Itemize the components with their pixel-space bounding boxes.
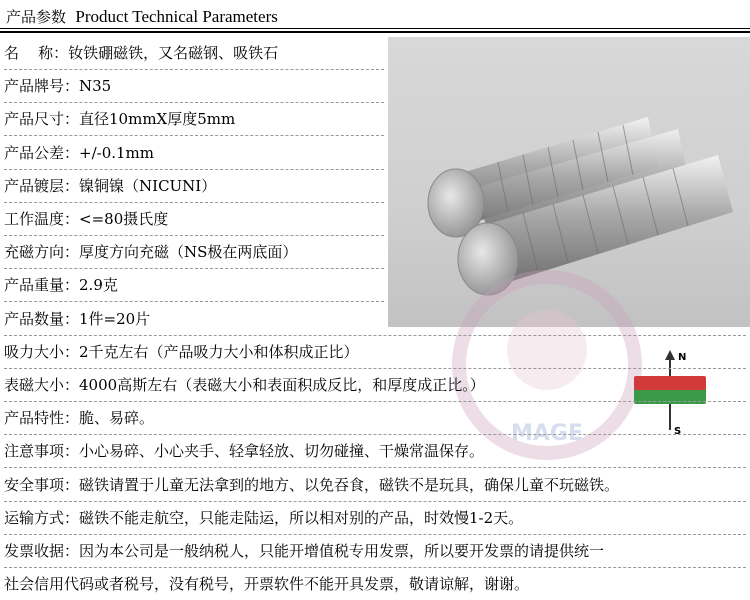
spec-row (4, 502, 746, 534)
spec-label: 运输方式： (4, 508, 80, 527)
spec-label: 产品尺寸： (4, 110, 80, 129)
spec-row (4, 170, 384, 202)
spec-label: 产品镀层： (4, 176, 80, 195)
spec-label: 名 称： (4, 44, 69, 62)
spec-value: 镍铜镍（NICUNI） (79, 176, 217, 195)
title-rule-thin (0, 28, 750, 29)
spec-row (4, 535, 746, 567)
spec-value: N35 (79, 77, 112, 96)
spec-value: +/-0.1mm (79, 143, 155, 162)
spec-row (4, 203, 384, 235)
spec-row (4, 70, 384, 102)
spec-value: 钕铁硼磁铁，又名磁钢、吸铁石 (68, 44, 279, 62)
spec-label: 发票收据： (4, 542, 80, 560)
spec-value: 脆、易碎。 (79, 409, 155, 428)
spec-row (4, 236, 384, 268)
north-label: N (678, 352, 687, 363)
title-english: Product Technical Parameters (75, 7, 278, 26)
spec-value: 因为本公司是一般纳税人，只能开增值税专用发票，所以要开发票的请提供统一 (79, 542, 605, 560)
title-rule-thick (0, 31, 750, 33)
south-label: S (674, 426, 682, 437)
spec-label: 产品公差： (4, 143, 80, 162)
spec-row (4, 137, 384, 169)
spec-value: 磁铁不能走航空，只能走陆运，所以相对别的产品，时效慢1-2天。 (79, 508, 524, 527)
spec-value: 社会信用代码或者税号，没有税号，开票软件不能开具发票，敬请谅解，谢谢。 (4, 575, 530, 594)
spec-row (4, 336, 746, 368)
spec-value: 厚度方向充磁（NS极在两底面） (79, 243, 298, 262)
spec-label: 产品特性： (4, 409, 80, 428)
spec-value: 1件=20片 (79, 309, 151, 328)
spec-row (4, 435, 746, 467)
spec-label: 产品重量： (4, 276, 80, 295)
spec-value: 磁铁请置于儿童无法拿到的地方、以免吞食，磁铁不是玩具，确保儿童不玩磁铁。 (79, 475, 620, 494)
spec-row (4, 37, 384, 69)
spec-row (4, 369, 746, 401)
spec-value: 直径10mmX厚度5mm (79, 110, 236, 129)
spec-row (4, 469, 746, 501)
spec-label: 注意事项： (4, 442, 80, 461)
page-title (6, 6, 278, 27)
title-chinese: 产品参数 (6, 8, 67, 26)
spec-value: 小心易碎、小心夹手、轻拿轻放、切勿碰撞、干燥常温保存。 (79, 442, 485, 461)
spec-value: <=80摄氏度 (79, 210, 169, 228)
spec-label: 产品数量： (4, 309, 80, 328)
spec-label: 安全事项： (4, 475, 80, 494)
spec-label: 表磁大小： (4, 376, 80, 394)
spec-value: 2千克左右（产品吸力大小和体积成正比） (79, 342, 359, 361)
spec-row (4, 402, 746, 434)
spec-row (4, 303, 384, 335)
spec-label: 吸力大小： (4, 342, 80, 361)
spec-value: 2.9克 (79, 276, 118, 295)
spec-row (4, 269, 384, 301)
spec-value: 4000高斯左右（表磁大小和表面积成反比，和厚度成正比。） (79, 376, 485, 394)
spec-label: 产品牌号： (4, 77, 80, 96)
spec-row (4, 103, 384, 135)
spec-label: 工作温度： (4, 210, 80, 228)
spec-label: 充磁方向： (4, 243, 80, 262)
spec-row (4, 568, 746, 600)
watermark-text: MAGE (510, 421, 584, 446)
